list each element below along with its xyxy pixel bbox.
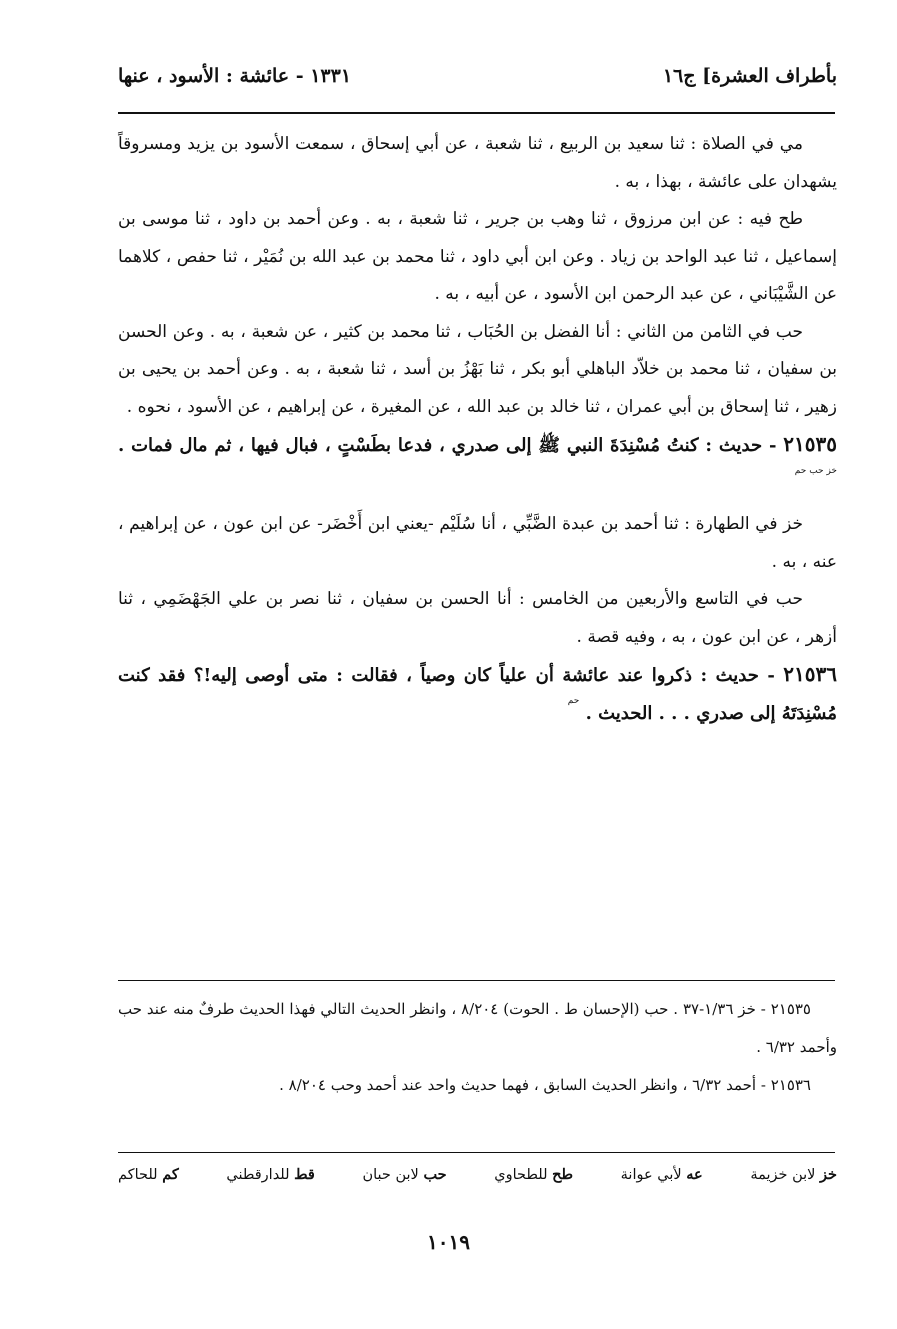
legend-item: طح للطحاوي — [494, 1166, 574, 1183]
hadith-entry — [118, 426, 837, 506]
legend-item: كم للحاكم — [118, 1166, 179, 1183]
text-paragraph: حب في الثامن من الثاني : أنا الفضل بن الحُبَاب ، ثنا محمد بن كثير ، عن شعبة ، به . وعن الحسن بن سفيان ، ثنا محمد بن خلاّد الباهلي أبو بكر ، ثنا بَهْزُ بن أسد ، ثنا شعبة ، به . وعن أحمد بن يحيى بن زهير ، ثنا إسحاق بن أبي عمران ، ثنا خالد بن عبد الله ، عن المغيرة ، عن إبراهيم ، عن الأسود ، نحوه . — [118, 321, 837, 417]
source-marker: حم — [567, 695, 580, 706]
source-marker: خز حب حم — [794, 465, 837, 476]
main-text — [118, 126, 837, 736]
hadith-number: ٢١٥٣٦ — [783, 662, 837, 686]
footnote: ٢١٥٣٦ - أحمد ٦/٣٢ ، وانظر الحديث السابق ، فهما حديث واحد عند أحمد وحب ٨/٢٠٤ . — [279, 1076, 811, 1094]
text-paragraph: مي في الصلاة : ثنا سعيد بن الربيع ، ثنا شعبة ، عن أبي إسحاق ، سمعت الأسود بن يزيد ومسروقاً يشهدان على عائشة ، بهذا ، به . — [118, 134, 837, 192]
footnote-divider — [118, 980, 835, 981]
abbreviation-legend — [118, 1166, 837, 1183]
header-divider — [118, 112, 835, 114]
legend-divider — [118, 1152, 835, 1153]
header-section-title: ١٣٣١ - عائشة : الأسود ، عنها — [118, 65, 352, 87]
legend-item: قط للدارقطني — [226, 1166, 315, 1183]
hadith-text: - حديث : ذكروا عند عائشة أن علياً كان وصياً ، فقالت : متى أوصى إليه!؟ فقد كنت مُسْنِدَتَهُ إلى صدري . . . الحديث . — [118, 665, 837, 724]
legend-item: عه لأبي عوانة — [620, 1166, 703, 1183]
hadith-entry — [118, 656, 837, 736]
footnotes — [118, 990, 837, 1104]
running-header — [118, 56, 837, 96]
header-book-title: بأطراف العشرة] ج١٦ — [662, 65, 837, 87]
hadith-number: ٢١٥٣٥ — [783, 432, 837, 456]
legend-item: حب لابن حبان — [362, 1166, 447, 1183]
hadith-text: - حديث : كنتُ مُسْنِدَةَ النبي ﷺ إلى صدري ، فدعا بطَسْتٍ ، فبال فيها ، ثم مال فمات . — [118, 435, 777, 456]
text-paragraph: طح فيه : عن ابن مرزوق ، ثنا وهب بن جرير ، ثنا شعبة ، به . وعن أحمد بن داود ، ثنا موسى بن إسماعيل ، ثنا عبد الواحد بن زياد . وعن ابن أبي داود ، ثنا محمد بن عبد الله بن نُمَيْر ، ثنا حفص ، كلاهما عن الشَّيْبَاني ، عن عبد الرحمن ابن الأسود ، عن أبيه ، به . — [118, 209, 837, 304]
page-number: ١٠١٩ — [427, 1230, 470, 1254]
text-paragraph: حب في التاسع والأربعين من الخامس : أنا الحسن بن سفيان ، ثنا نصر بن علي الجَهْضَمِي ، ثنا أزهر ، عن ابن عون ، به ، وفيه قصة . — [118, 589, 837, 647]
footnote: ٢١٥٣٥ - خز ١/٣٦-٣٧ . حب (الإحسان ط . الحوت) ٨/٢٠٤ ، وانظر الحديث التالي فهذا الحديث طرفٌ منه عند حب وأحمد ٦/٣٢ . — [118, 1000, 837, 1056]
legend-item: خز لابن خزيمة — [750, 1166, 837, 1183]
text-paragraph: خز في الطهارة : ثنا أحمد بن عبدة الضَّبِّي ، أنا سُلَيْم -يعني ابن أَخْضَر- عن ابن عون ، عن إبراهيم ، عنه ، به . — [118, 514, 837, 572]
